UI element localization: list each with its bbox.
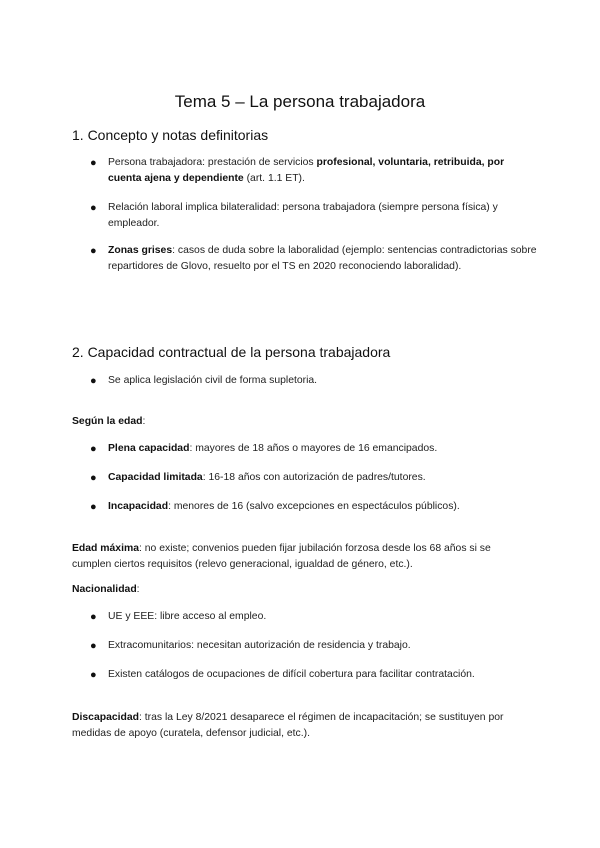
- edad-label: Según la edad:: [72, 416, 146, 427]
- edad-maxima-paragraph: Edad máxima: no existe; convenios pueden fijar jubilación forzosa desde los 68 años si se cumplen ciertos requisitos (relevo generacional, igualdad de género, etc.).: [72, 543, 491, 570]
- list-item: UE y EEE: libre acceso al empleo.: [108, 611, 267, 622]
- document-title: Tema 5 – La persona trabajadora: [174, 92, 426, 111]
- list-item: Extracomunitarios: necesitan autorización de residencia y trabajo.: [108, 640, 411, 651]
- list-item: Plena capacidad: mayores de 18 años o mayores de 16 emancipados.: [108, 443, 438, 454]
- list-item: Incapacidad: menores de 16 (salvo excepciones en espectáculos públicos).: [108, 501, 460, 512]
- list-item: Relación laboral implica bilateralidad: persona trabajadora (siempre persona física) y empleador.: [108, 202, 498, 229]
- list-item: Zonas grises: casos de duda sobre la laboralidad (ejemplo: sentencias contradictorias sobre repartidores de Glovo, resuelto por el TS en 2020 reconociendo laboralidad).: [108, 245, 537, 272]
- bullet-icon: ●: [90, 443, 97, 455]
- bullet-icon: ●: [90, 202, 97, 214]
- section-2-heading: 2. Capacidad contractual de la persona trabajadora: [72, 344, 391, 360]
- discapacidad-paragraph: Discapacidad: tras la Ley 8/2021 desaparece el régimen de incapacitación; se sustituyen por medidas de apoyo (curatela, defensor judicial, etc.).: [72, 712, 504, 739]
- bullet-icon: ●: [90, 501, 97, 513]
- list-item: Existen catálogos de ocupaciones de difícil cobertura para facilitar contratación.: [108, 669, 475, 680]
- nacionalidad-label: Nacionalidad:: [72, 584, 140, 595]
- bullet-icon: ●: [90, 245, 97, 257]
- bullet-icon: ●: [90, 472, 97, 484]
- bullet-icon: ●: [90, 640, 97, 652]
- list-item: Persona trabajadora: prestación de servicios profesional, voluntaria, retribuida, por cuenta ajena y dependiente (art. 1.1 ET).: [108, 157, 505, 184]
- bullet-icon: ●: [90, 669, 97, 681]
- list-item: Capacidad limitada: 16-18 años con autorización de padres/tutores.: [108, 472, 426, 483]
- bullet-icon: ●: [90, 375, 97, 387]
- section-1-heading: 1. Concepto y notas definitorias: [72, 127, 269, 143]
- bullet-icon: ●: [90, 157, 97, 169]
- list-item: Se aplica legislación civil de forma supletoria.: [108, 375, 318, 386]
- bullet-icon: ●: [90, 611, 97, 623]
